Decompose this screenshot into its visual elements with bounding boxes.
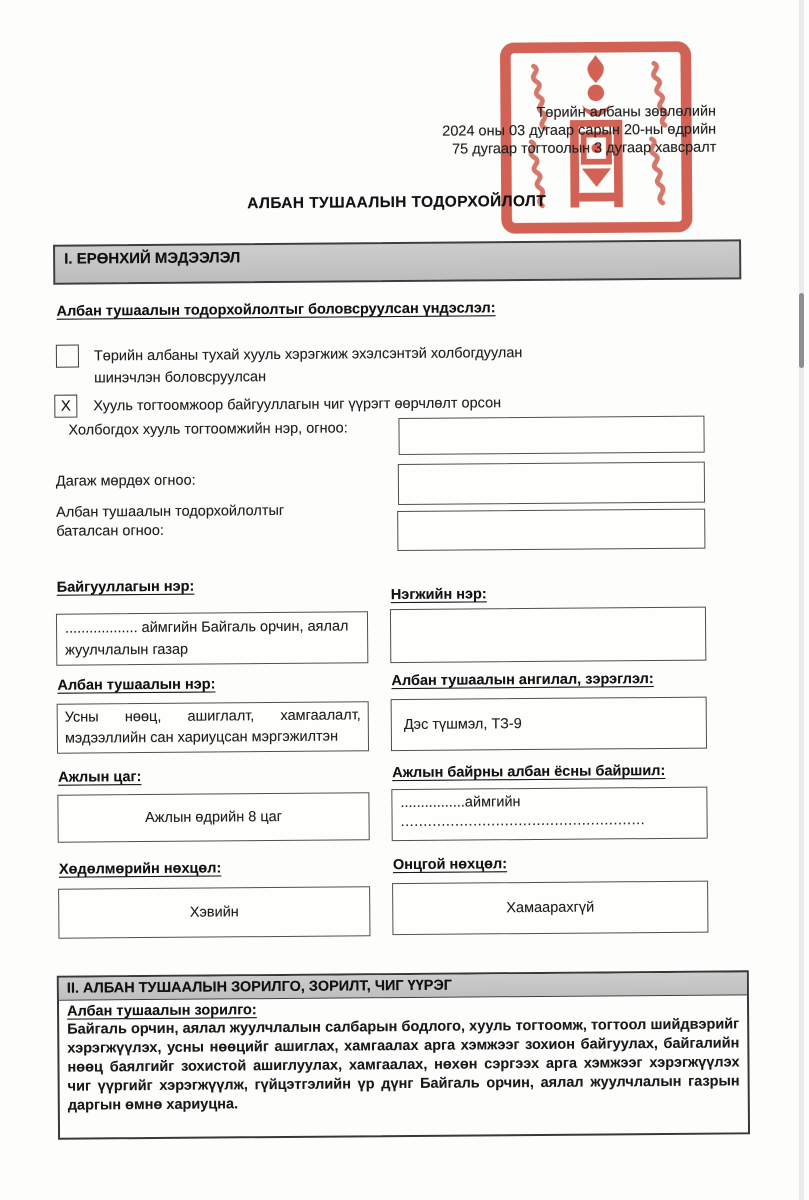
approved-date-label: Албан тушаалын тодорхойлолтыг баталсан огноо: [56, 502, 285, 540]
classification-value: Дэс түшмэл, ТЗ-9 [403, 715, 522, 733]
checkbox-new-law [56, 345, 79, 368]
section1-heading: I. ЕРӨНХИЙ МЭДЭЭЛЭЛ [64, 249, 241, 268]
scrollbar-thumb[interactable] [799, 293, 804, 368]
header-line-1: Төрийн албаны зөвлөлийн [536, 103, 717, 121]
classification-field-box [391, 697, 707, 751]
work-location-value-line1: ................аймгийн [400, 794, 521, 812]
labor-condition-field-box [58, 886, 370, 938]
section2-container [57, 970, 750, 1139]
unit-name-field-box [390, 607, 706, 663]
related-law-label: Холбогдох хууль тогтоомжийн нэр, огноо: [68, 420, 348, 439]
work-hours-field-box [57, 792, 369, 842]
scrollbar-track[interactable] [799, 0, 804, 1200]
follow-date-label: Дагаж мөрдөх огноо: [55, 472, 196, 490]
checkbox-new-law-label: Төрийн албаны тухай хууль хэрэгжиж эхэлсэнтэй холбогдуулан шинэчлэн боловсруулсан [93, 345, 523, 387]
special-condition-field-box [392, 881, 708, 935]
header-annotation [394, 103, 716, 160]
work-location-label: Ажлын байрны албан ёсны байршил: [392, 762, 666, 782]
labor-condition-value: Хэвийн [189, 903, 239, 921]
work-hours-label: Ажлын цаг: [58, 769, 142, 786]
checkbox-function-change-mark: X [60, 397, 71, 415]
checkbox-function-change-label: Хууль тогтоомжоор байгууллагын чиг үүрэгт өөрчлөлт орсон [93, 395, 502, 415]
position-name-label: Албан тушаалын нэр: [57, 676, 216, 694]
header-line-2: 2024 оны 03 дугаар сарын 20-ны өдрийн [442, 121, 717, 140]
position-name-value: Усны нөөц, ашиглалт, хамгаалалт, мэдээллийн сан хариуцсан мэргэжилтэн [64, 707, 361, 747]
document-title: АЛБАН ТУШААЛЫН ТОДОРХОЙЛОЛТ [247, 192, 547, 213]
org-name-value: .................. аймгийн Байгаль орчин, аялал жуулчлалын газар [64, 618, 349, 659]
basis-label: Албан тушаалын тодорхойлолтыг боловсруулсан үндэслэл: [56, 300, 496, 320]
org-name-field-box [56, 611, 368, 665]
special-condition-value: Хамаарахгүй [506, 899, 595, 916]
header-line-3: 75 дугаар тогтоолын 3 дугаар хавсралт [451, 139, 717, 158]
special-condition-label: Онцгой нөхцөл: [392, 856, 508, 874]
work-location-value-line2: ...................................................... [400, 812, 646, 831]
unit-name-label: Нэгжийн нэр: [390, 586, 487, 604]
section1-heading-bar [53, 239, 741, 284]
org-name-label: Байгууллагын нэр: [56, 578, 195, 596]
purpose-label: Албан тушаалын зорилго: [67, 1002, 257, 1020]
approved-date-field-box [397, 509, 705, 551]
position-name-field-box [57, 701, 369, 753]
work-hours-value: Ажлын өдрийн 8 цаг [145, 808, 283, 826]
work-location-field-box [391, 787, 707, 841]
classification-label: Албан тушаалын ангилал, зэрэглэл: [391, 671, 654, 690]
checkbox-function-change [54, 395, 77, 418]
section2-heading: II. АЛБАН ТУШААЛЫН ЗОРИЛГО, ЗОРИЛТ, ЧИГ ҮҮРЭГ [59, 972, 747, 1000]
labor-condition-label: Хөдөлмөрийн нөхцөл: [58, 860, 222, 878]
follow-date-field-box [398, 462, 705, 505]
related-law-field-box [398, 416, 704, 455]
purpose-text: Байгаль орчин, аялал жуулчлалын салбарын бодлого, хууль тогтоомж, тогтоол шийдвэрийг хэрэгжүүлэх, усны нөөцийг ашиглах, хамгаалах арга хэмжээг зохион байгуулах, байгалийн нөөц баялгийг зохистой ашиглуулах, хамгаалах, нөхөн сэргээх арга хэмжээг хэрэгжүүлэх чиг үүргийг хэрэгжүүлж, гүйцэтгэлийн үр дүнг Байгаль орчин, аялал жуулчлалын газрын даргын өмнө хариуцна. [67, 1016, 740, 1114]
